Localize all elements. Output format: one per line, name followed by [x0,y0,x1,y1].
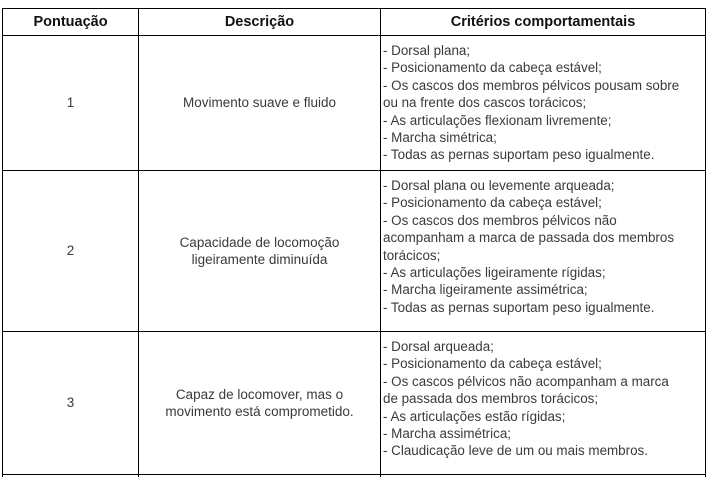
criteria-line: - Marcha assimétrica; [383,426,511,442]
criteria-line: - As articulações flexionam livremente; [383,112,612,128]
criteria-line: - Posicionamento da cabeça estável; [383,60,602,76]
description-text: Movimento suave e fluido [182,95,337,111]
criteria-cell [381,171,706,332]
criteria-line: - Marcha ligeiramente assimétrica; [383,282,588,298]
criteria-line: - As articulações ligeiramente rígidas; [383,265,606,281]
criteria-line: - Os cascos dos membros pélvicos pousam sobre [383,77,680,93]
criteria-line: - Todas as pernas suportam peso igualmente. [383,147,655,163]
criteria-line: - Posicionamento da cabeça estável; [383,195,602,211]
criteria-line: - Posicionamento da cabeça estável; [383,356,602,372]
header-row [3,9,706,36]
criteria-cell [381,332,706,475]
score-cell: 1 [3,36,139,171]
criteria-line: - As articulações estão rígidas; [383,408,566,424]
score-cell: 3 [3,332,139,475]
header-criteria: Critérios comportamentais [381,9,706,36]
criteria-cell [381,36,706,171]
description-text [155,386,363,421]
criteria-line: ou na frente dos cascos torácicos; [383,95,587,111]
table-row [3,332,706,475]
criteria-line: torácicos; [383,247,441,263]
locomotion-score-table [2,8,706,477]
description-cell [139,36,381,171]
criteria-line: de passada dos membros torácicos; [383,391,599,407]
criteria-line: - Os cascos dos membros pélvicos não [383,212,617,228]
score-cell: 2 [3,171,139,332]
description-line: movimento está comprometido. [165,404,354,419]
table-row [3,36,706,171]
description-line: Capaz de locomover, mas o [175,386,344,402]
criteria-line: - Todas as pernas suportam peso igualmente. [383,299,655,315]
criteria-line: - Dorsal plana; [383,43,471,58]
table-row [3,171,706,332]
description-cell [139,332,381,475]
description-line: Capacidade de locomoção [179,234,340,250]
criteria-line: acompanham a marca de passada dos membros [383,230,675,246]
description-cell [139,171,381,332]
header-score: Pontuação [3,9,139,36]
description-line: ligeiramente diminuída [191,252,328,267]
description-text [170,234,350,269]
header-description: Descrição [139,9,381,36]
criteria-line: - Dorsal arqueada; [383,339,494,354]
criteria-line: - Claudicação leve de um ou mais membros. [383,443,648,459]
criteria-line: - Dorsal plana ou levemente arqueada; [383,178,615,193]
criteria-line: - Os cascos pélvicos não acompanham a marca [383,373,669,389]
criteria-line: - Marcha simétrica; [383,130,497,146]
